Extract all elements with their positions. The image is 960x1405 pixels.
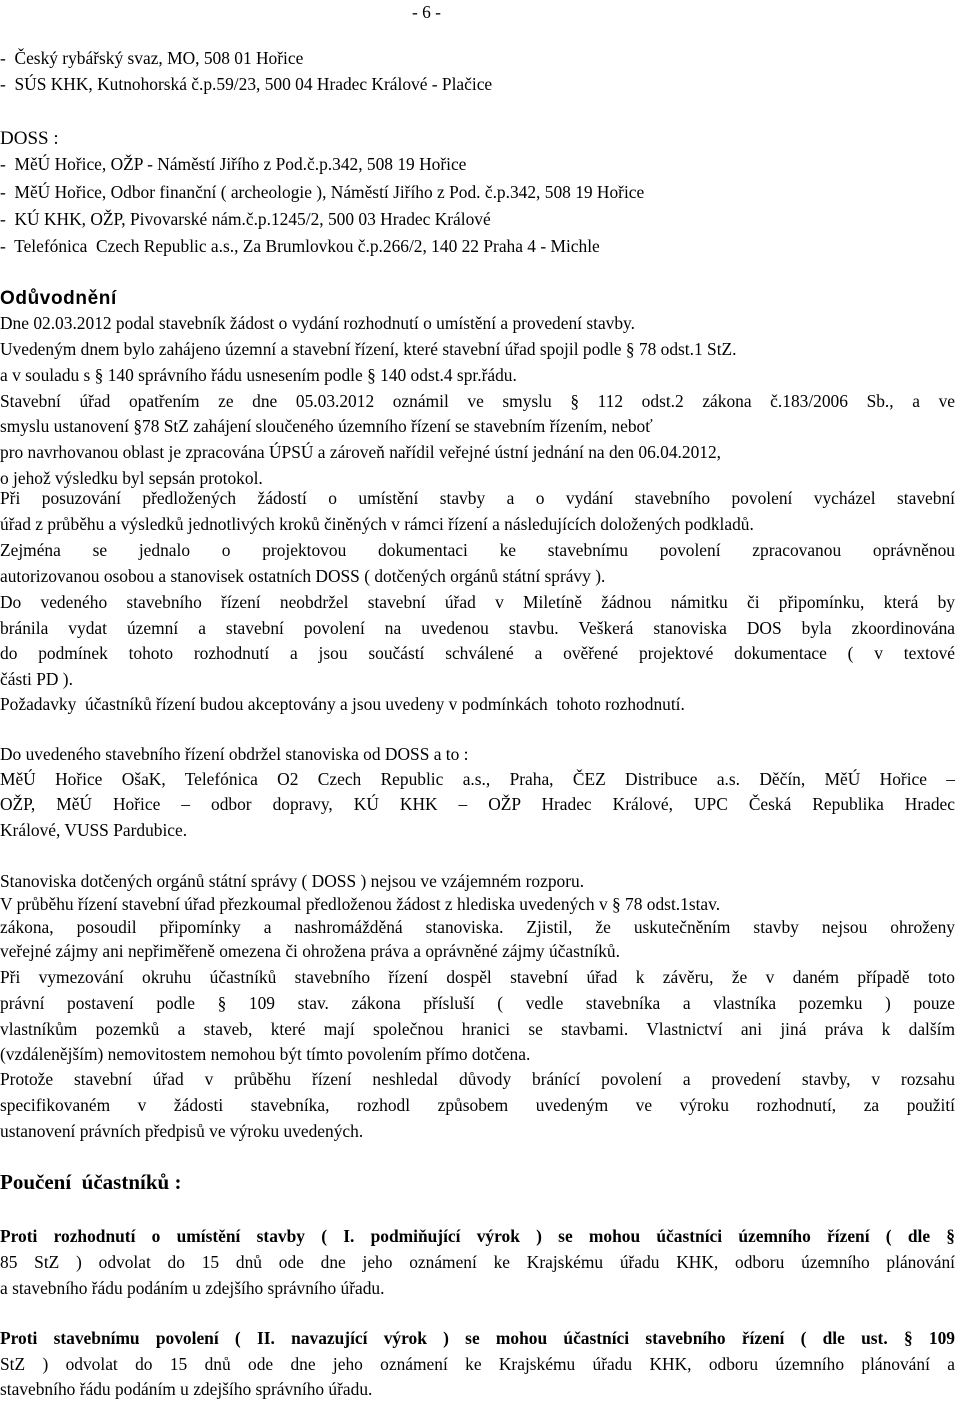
paragraph-line: autorizovanou osobou a stanovisek ostatních DOSS ( dotčených orgánů státní správy ). <box>0 566 606 586</box>
instruction-line: stavebního řádu podáním u zdejšího správního úřadu. <box>0 1379 373 1399</box>
paragraph-line: OŽP, MěÚ Hořice – odbor dopravy, KÚ KHK – OŽP Hradec Králové, UPC Česká Republika Hradec <box>0 794 955 814</box>
paragraph-line: a v souladu s § 140 správního řádu usnesením podle § 140 odst.4 spr.řádu. <box>0 365 517 385</box>
section-heading-pouceni: Poučení účastníků : <box>0 1170 182 1194</box>
paragraph-line: Uvedeným dnem bylo zahájeno územní a stavební řízení, které stavební úřad spojil podle § 78 odst.1 StZ. <box>0 339 737 359</box>
doss-heading: DOSS : <box>0 128 59 149</box>
paragraph-line: Králové, VUSS Pardubice. <box>0 820 188 840</box>
paragraph-line: smyslu ustanovení §78 StZ zahájení sloučeného územního řízení se stavebním řízením, neboť <box>0 416 653 436</box>
paragraph-line: MěÚ Hořice OšaK, Telefónica O2 Czech Republic a.s., Praha, ČEZ Distribuce a.s. Děčín, MěÚ Hořice – <box>0 769 955 789</box>
paragraph-line: V průběhu řízení stavební úřad přezkoumal předloženou žádost z hlediska uvedených v § 78 odst.1stav. <box>0 894 721 914</box>
paragraph-line: do podmínek tohoto rozhodnutí a jsou součástí schválené a ověřené projektové dokumentace ( v textové <box>0 643 955 663</box>
paragraph-line: části PD ). <box>0 669 73 689</box>
paragraph-line: bránila vydat územní a stavební povolení na uvedenou stavbu. Veškerá stanoviska DOS byla zkoordinována <box>0 618 955 638</box>
address-line: - Český rybářský svaz, MO, 508 01 Hořice <box>0 48 304 68</box>
paragraph-line: Při posuzování předložených žádostí o umístění stavby a o vydání stavebního povolení vycházel stavební <box>0 488 955 508</box>
instruction-line: Proti stavebnímu povolení ( II. navazující výrok ) se mohou účastníci stavebního řízení ( dle ust. § 109 <box>0 1328 955 1348</box>
paragraph-line: vlastníkům pozemků a staveb, které mají společnou hranici se stavbami. Vlastnictví ani jiná práva k dalším <box>0 1019 955 1039</box>
paragraph-line: právní postavení podle § 109 stav. zákona přísluší ( vedle stavebníka a vlastníka pozemku ) pouze <box>0 993 955 1013</box>
instruction-line: Proti rozhodnutí o umístění stavby ( I. podmiňující výrok ) se mohou účastníci územního řízení ( dle § <box>0 1226 955 1246</box>
paragraph-line: Do vedeného stavebního řízení neobdržel stavební úřad v Miletíně žádnou námitku či připomínku, která by <box>0 592 955 612</box>
instruction-line: a stavebního řádu podáním u zdejšího správního úřadu. <box>0 1278 385 1298</box>
doss-item: - KÚ KHK, OŽP, Pivovarské nám.č.p.1245/2, 500 03 Hradec Králové <box>0 209 491 229</box>
paragraph-line: pro navrhovanou oblast je zpracována ÚPSÚ a zároveň nařídil veřejné ústní jednání na den 06.04.2012, <box>0 442 722 462</box>
paragraph-line: specifikovaném v žádosti stavebníka, rozhodl způsobem uvedeným ve výroku rozhodnutí, za použití <box>0 1095 955 1115</box>
paragraph-line: (vzdálenějším) nemovitostem nemohou být tímto povolením přímo dotčena. <box>0 1044 531 1064</box>
paragraph-line: zákona, posoudil připomínky a nashromážděná stanoviska. Zjistil, že uskutečněním stavby nejsou ohroženy <box>0 917 955 937</box>
doss-item: - MěÚ Hořice, OŽP - Náměstí Jiřího z Pod.č.p.342, 508 19 Hořice <box>0 154 467 174</box>
paragraph-line: Dne 02.03.2012 podal stavebník žádost o vydání rozhodnutí o umístění a provedení stavby. <box>0 313 635 333</box>
paragraph-line: Stavební úřad opatřením ze dne 05.03.2012 oznámil ve smyslu § 112 odst.2 zákona č.183/2006 Sb., a ve <box>0 391 955 411</box>
paragraph-line: o jehož výsledku byl sepsán protokol. <box>0 468 263 488</box>
section-heading-oduvodneni: Odůvodnění <box>0 288 117 309</box>
paragraph-line: ustanovení právních předpisů ve výroku uvedených. <box>0 1121 364 1141</box>
paragraph-line: Zejména se jednalo o projektovou dokumentaci ke stavebnímu povolení zpracovanou oprávněnou <box>0 540 955 560</box>
doss-item: - Telefónica Czech Republic a.s., Za Brumlovkou č.p.266/2, 140 22 Praha 4 - Michle <box>0 236 600 256</box>
paragraph-line: veřejné zájmy ani nepřiměřeně omezena či ohrožena práva a oprávněné zájmy účastníků. <box>0 941 620 961</box>
paragraph-line: úřad z průběhu a výsledků jednotlivých kroků činěných v rámci řízení a následujících doložených podkladů. <box>0 514 754 534</box>
instruction-line: 85 StZ ) odvolat do 15 dnů ode dne jeho oznámení ke Krajskému úřadu KHK, odboru územního plánování <box>0 1252 955 1272</box>
paragraph-line: Požadavky účastníků řízení budou akceptovány a jsou uvedeny v podmínkách tohoto rozhodnutí. <box>0 694 685 714</box>
doss-item: - MěÚ Hořice, Odbor finanční ( archeologie ), Náměstí Jiřího z Pod. č.p.342, 508 19 Hořice <box>0 182 645 202</box>
paragraph-line: Do uvedeného stavebního řízení obdržel stanoviska od DOSS a to : <box>0 744 469 764</box>
paragraph-line: Stanoviska dotčených orgánů státní správy ( DOSS ) nejsou ve vzájemném rozporu. <box>0 871 585 891</box>
paragraph-line: Při vymezování okruhu účastníků stavebního řízení dospěl stavební úřad k závěru, že v daném případě toto <box>0 967 955 987</box>
instruction-line: StZ ) odvolat do 15 dnů ode dne jeho oznámení ke Krajskému úřadu KHK, odboru územního plánování a <box>0 1354 955 1374</box>
address-line: - SÚS KHK, Kutnohorská č.p.59/23, 500 04 Hradec Králové - Plačice <box>0 74 493 94</box>
paragraph-line: Protože stavební úřad v průběhu řízení neshledal důvody bránící povolení a provedení stavby, v rozsahu <box>0 1069 955 1089</box>
page-number: - 6 - <box>412 2 441 22</box>
